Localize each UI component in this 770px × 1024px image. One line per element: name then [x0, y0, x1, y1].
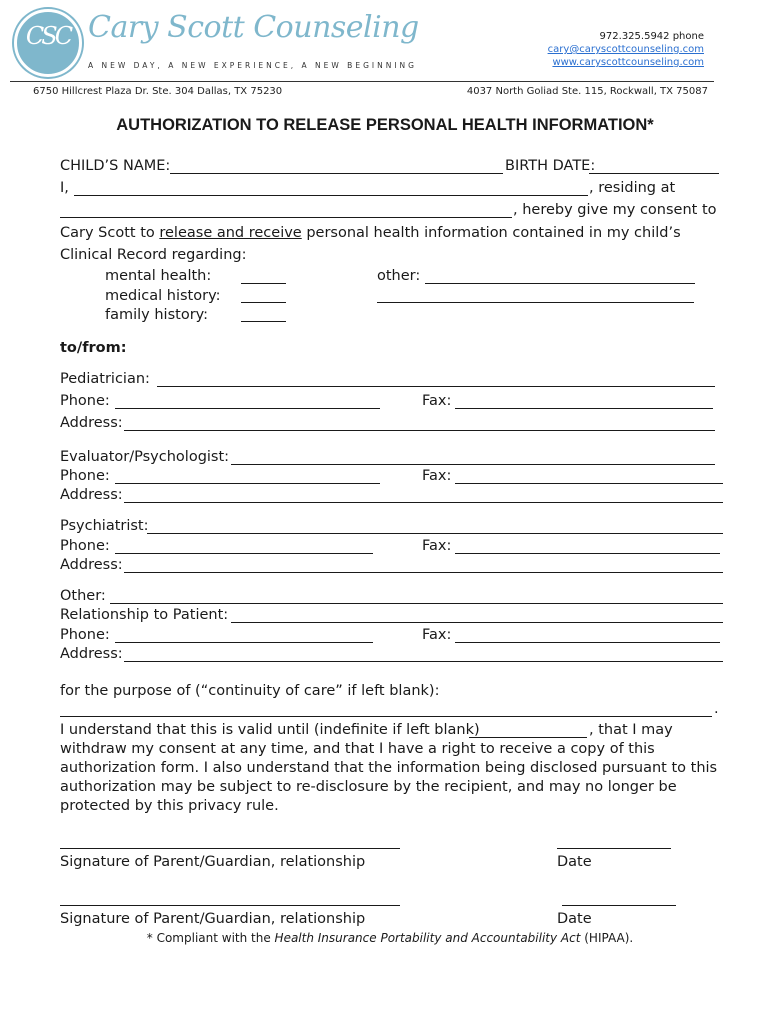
purpose-period: . — [714, 701, 719, 717]
family-history-label: family history: — [105, 307, 209, 323]
pediatrician-address-label: Address: — [60, 415, 123, 431]
medical-history-label: medical history: — [105, 288, 221, 304]
release-receive-text: release and receive — [159, 225, 302, 241]
residing-at-label: , residing at — [589, 180, 676, 196]
other-info-field-1[interactable] — [425, 283, 695, 284]
clinical-record-text: Clinical Record regarding: — [60, 247, 247, 263]
email-link[interactable]: cary@caryscottcounseling.com — [547, 44, 704, 55]
evaluator-fax-field[interactable] — [455, 483, 723, 484]
website-link[interactable]: www.caryscottcounseling.com — [552, 57, 704, 68]
psychiatrist-phone-field[interactable] — [115, 553, 373, 554]
consent-text: Cary Scott to release and receive personal health information contained in my child’s — [60, 225, 681, 241]
psychiatrist-phone-label: Phone: — [60, 538, 110, 554]
evaluator-phone-label: Phone: — [60, 468, 110, 484]
childs-name-field[interactable] — [170, 173, 503, 174]
understand-line-5: protected by this privacy rule. — [60, 798, 279, 814]
other-info-label: other: — [377, 268, 421, 284]
psychiatrist-fax-field[interactable] — [455, 553, 720, 554]
evaluator-field[interactable] — [231, 464, 715, 465]
other-phone-label: Phone: — [60, 627, 110, 643]
address-rockwall: 4037 North Goliad Ste. 115, Rockwall, TX 75087 — [466, 86, 708, 97]
logo-monogram: CSC — [25, 22, 71, 50]
psychiatrist-fax-label: Fax: — [422, 538, 452, 554]
other-provider-label: Other: — [60, 588, 106, 604]
tagline: A NEW DAY, A NEW EXPERIENCE, A NEW BEGINNING — [88, 61, 417, 70]
family-history-field[interactable] — [241, 321, 286, 322]
other-address-field[interactable] — [124, 661, 723, 662]
birth-date-field[interactable] — [589, 173, 719, 174]
other-address-label: Address: — [60, 646, 123, 662]
hipaa-act-name: Health Insurance Portability and Accountability Act — [274, 931, 581, 945]
header-divider — [10, 81, 714, 82]
other-phone-field[interactable] — [115, 642, 373, 643]
evaluator-address-label: Address: — [60, 487, 123, 503]
pediatrician-address-field[interactable] — [124, 430, 715, 431]
pediatrician-fax-label: Fax: — [422, 393, 452, 409]
address-dallas: 6750 Hillcrest Plaza Dr. Ste. 304 Dallas, TX 75230 — [33, 86, 283, 97]
psychiatrist-address-label: Address: — [60, 557, 123, 573]
date-label-2: Date — [557, 911, 592, 927]
childs-name-label: CHILD’S NAME: — [60, 158, 171, 174]
purpose-field[interactable] — [60, 716, 712, 717]
evaluator-address-field[interactable] — [124, 502, 723, 503]
pediatrician-phone-field[interactable] — [115, 408, 380, 409]
i-label: I, — [60, 180, 69, 196]
hipaa-footnote: * Compliant with the Health Insurance Portability and Accountability Act (HIPAA). — [146, 931, 634, 945]
pediatrician-label: Pediatrician: — [60, 371, 150, 387]
signature-label-2: Signature of Parent/Guardian, relationship — [60, 911, 366, 927]
parent-name-field[interactable] — [74, 195, 588, 196]
valid-until-field[interactable] — [469, 737, 587, 738]
evaluator-label: Evaluator/Psychologist: — [60, 449, 230, 465]
date-field-2[interactable] — [562, 905, 676, 906]
other-fax-label: Fax: — [422, 627, 452, 643]
psychiatrist-field[interactable] — [147, 533, 723, 534]
mental-health-field[interactable] — [241, 283, 286, 284]
form-title: AUTHORIZATION TO RELEASE PERSONAL HEALTH INFORMATION* — [116, 116, 654, 134]
signature-field-2[interactable] — [60, 905, 400, 906]
understand-line-3: authorization form. I also understand that the information being disclosed pursuant to this — [60, 760, 718, 776]
signature-field-1[interactable] — [60, 848, 400, 849]
to-from-label: to/from: — [60, 340, 127, 356]
pediatrician-fax-field[interactable] — [455, 408, 713, 409]
medical-history-field[interactable] — [241, 302, 286, 303]
other-provider-field[interactable] — [110, 603, 723, 604]
phone-number: 972.325.5942 phone — [599, 31, 704, 42]
purpose-label: for the purpose of (“continuity of care” if left blank): — [60, 683, 440, 699]
signature-label-1: Signature of Parent/Guardian, relationship — [60, 854, 366, 870]
valid-until-text: I understand that this is valid until (indefinite if left blank) — [60, 722, 480, 738]
evaluator-fax-label: Fax: — [422, 468, 452, 484]
relationship-field[interactable] — [231, 622, 723, 623]
evaluator-phone-field[interactable] — [115, 483, 380, 484]
other-info-field-2[interactable] — [377, 302, 694, 303]
other-fax-field[interactable] — [455, 642, 720, 643]
logo-name: Cary Scott Counseling — [88, 10, 419, 45]
consent-suffix: , hereby give my consent to — [513, 202, 717, 218]
pediatrician-phone-label: Phone: — [60, 393, 110, 409]
birth-date-label: BIRTH DATE: — [505, 158, 596, 174]
residence-field[interactable] — [60, 217, 512, 218]
mental-health-label: mental health: — [105, 268, 212, 284]
psychiatrist-label: Psychiatrist: — [60, 518, 149, 534]
date-field-1[interactable] — [557, 848, 671, 849]
understand-line-2: withdraw my consent at any time, and that I have a right to receive a copy of this — [60, 741, 655, 757]
pediatrician-field[interactable] — [157, 386, 715, 387]
relationship-label: Relationship to Patient: — [60, 607, 229, 623]
valid-until-suffix: , that I may — [589, 722, 673, 738]
date-label-1: Date — [557, 854, 592, 870]
psychiatrist-address-field[interactable] — [124, 572, 723, 573]
understand-line-4: authorization may be subject to re-disclosure by the recipient, and may no longer be — [60, 779, 677, 795]
